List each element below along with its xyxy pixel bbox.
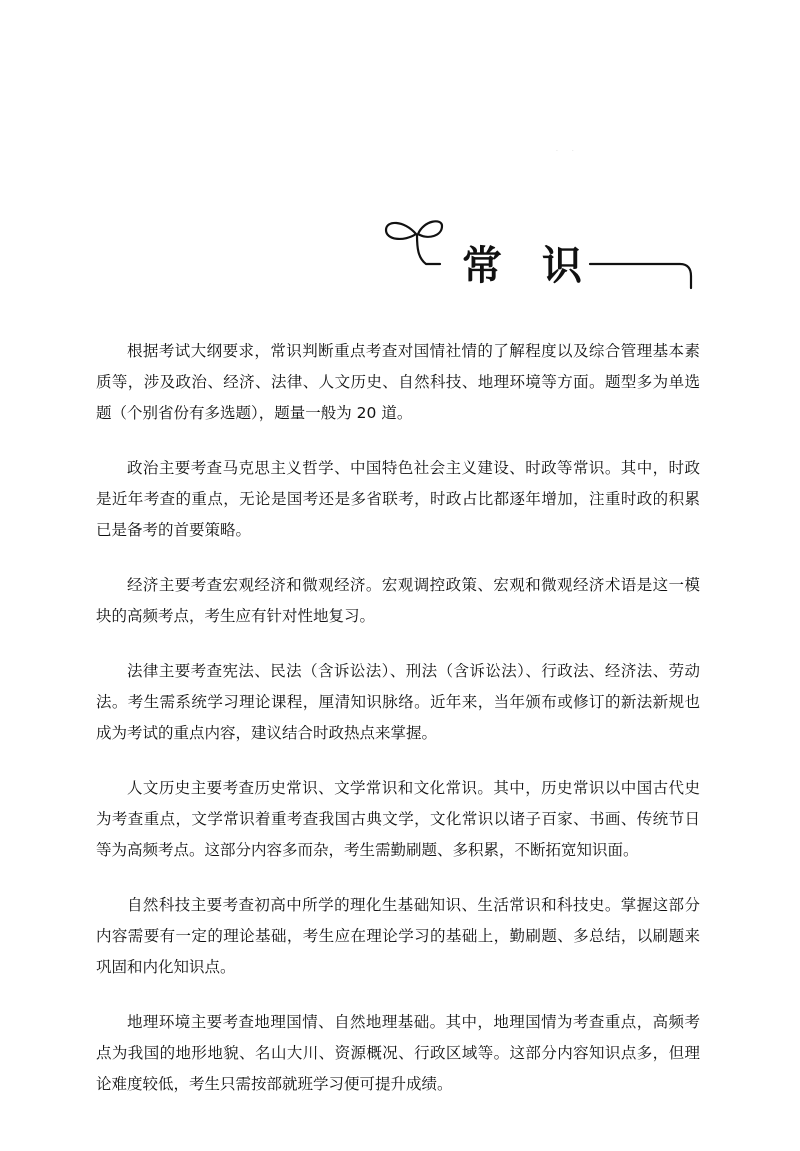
- body-text: [96, 336, 700, 1124]
- sprout-left-leaf: [386, 223, 416, 239]
- page-title: 常识: [462, 243, 622, 289]
- paragraph-humanities-history: 人文历史主要考查历史常识、文学常识和文化常识。其中，历史常识以中国古代史为考查重点，文学常识着重考查我国古典文学，文化常识以诸子百家、书画、传统节日等为高频考点。这部分内容多而杂，考生需勤刷题、多积累，不断拓宽知识面。: [96, 779, 700, 859]
- paragraph-economics: 经济主要考查宏观经济和微观经济。宏观调控政策、宏观和微观经济术语是这一模块的高频考点，考生应有针对性地复习。: [96, 576, 700, 625]
- chapter-heading: [380, 214, 700, 300]
- sprout-right-leaf: [418, 221, 442, 236]
- paragraph-politics: 政治主要考查马克思主义哲学、中国特色社会主义建设、时政等常识。其中，时政是近年考查的重点，无论是国考还是多省联考，时政占比都逐年增加，注重时政的积累已是备考的首要策略。: [96, 459, 700, 539]
- paragraph-natural-science: 自然科技主要考查初高中所学的理化生基础知识、生活常识和科技史。掌握这部分内容需要有一定的理论基础，考生应在理论学习的基础上，勤刷题、多总结，以刷题来巩固和内化知识点。: [96, 896, 700, 976]
- sprout-stem: [417, 235, 440, 264]
- paragraph-geography: 地理环境主要考查地理国情、自然地理基础。其中，地理国情为考查重点，高频考点为我国的地形地貌、名山大川、资源概况、行政区域等。这部分内容知识点多，但理论难度较低，考生只需按部就班学习便可提升成绩。: [96, 1013, 700, 1093]
- paragraph-intro: 根据考试大纲要求，常识判断重点考查对国情社情的了解程度以及综合管理基本素质等，涉及政治、经济、法律、人文历史、自然科技、地理环境等方面。题型多为单选题（个别省份有多选题），题量一般为 20 道。: [96, 342, 700, 422]
- paragraph-law: 法律主要考查宪法、民法（含诉讼法）、刑法（含诉讼法）、行政法、经济法、劳动法。考生需系统学习理论课程，厘清知识脉络。近年来，当年颁布或修订的新法新规也成为考试的重点内容，建议结合时政热点来掌握。: [96, 662, 700, 742]
- scan-speck: · ·: [556, 148, 580, 155]
